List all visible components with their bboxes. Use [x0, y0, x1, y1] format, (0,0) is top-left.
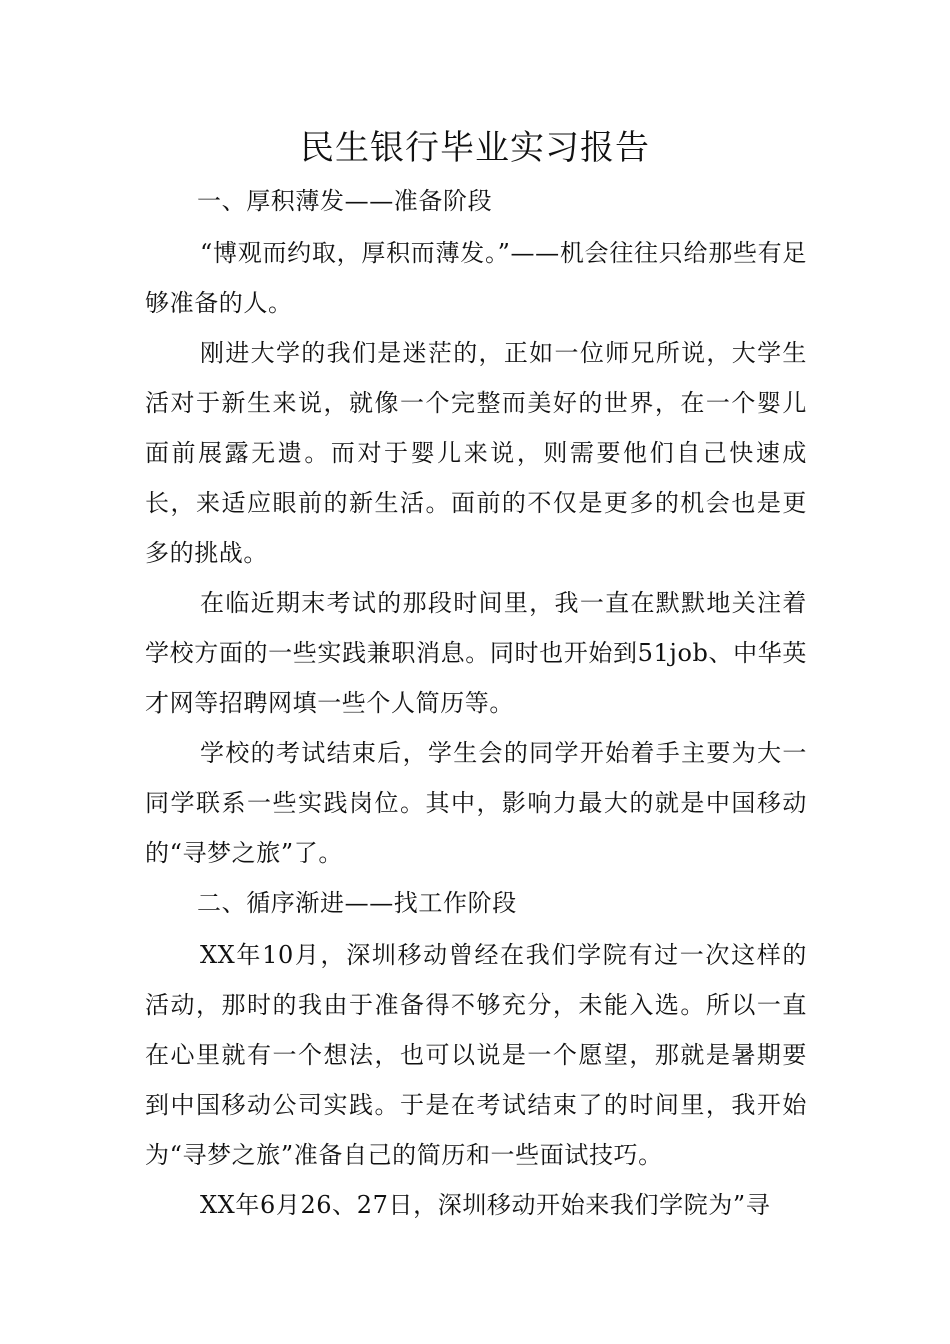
- section-heading-2: 二、循序渐进——找工作阶段: [197, 889, 517, 917]
- paragraph-2: 刚进大学的我们是迷茫的，正如一位师兄所说，大学生活对于新生来说，就像一个完整而美好的世界，在一个婴儿面前展露无遗。而对于婴儿来说，则需要他们自己快速成长，来适应眼前的新生活。面前的不仅是更多的机会也是更多的挑战。: [145, 339, 807, 567]
- paragraph-3: 在临近期末考试的那段时间里，我一直在默默地关注着学校方面的一些实践兼职消息。同时也开始到51job、中华英才网等招聘网填一些个人简历等。: [145, 589, 807, 717]
- paragraph-6: XX年6月26、27日，深圳移动开始来我们学院为”寻: [200, 1191, 771, 1219]
- paragraph-4: 学校的考试结束后，学生会的同学开始着手主要为大一同学联系一些实践岗位。其中，影响力最大的就是中国移动的“寻梦之旅”了。: [145, 739, 807, 867]
- section-heading-1: 一、厚积薄发——准备阶段: [197, 187, 493, 215]
- paragraph-1: “博观而约取，厚积而薄发。”——机会往往只给那些有足够准备的人。: [145, 239, 807, 317]
- document-body: [145, 176, 807, 1230]
- document-title: 民生银行毕业实习报告: [300, 128, 650, 168]
- paragraph-5: XX年10月，深圳移动曾经在我们学院有过一次这样的活动，那时的我由于准备得不够充分，未能入选。所以一直在心里就有一个想法，也可以说是一个愿望，那就是暑期要到中国移动公司实践。于是在考试结束了的时间里，我开始为“寻梦之旅”准备自己的简历和一些面试技巧。: [145, 941, 807, 1169]
